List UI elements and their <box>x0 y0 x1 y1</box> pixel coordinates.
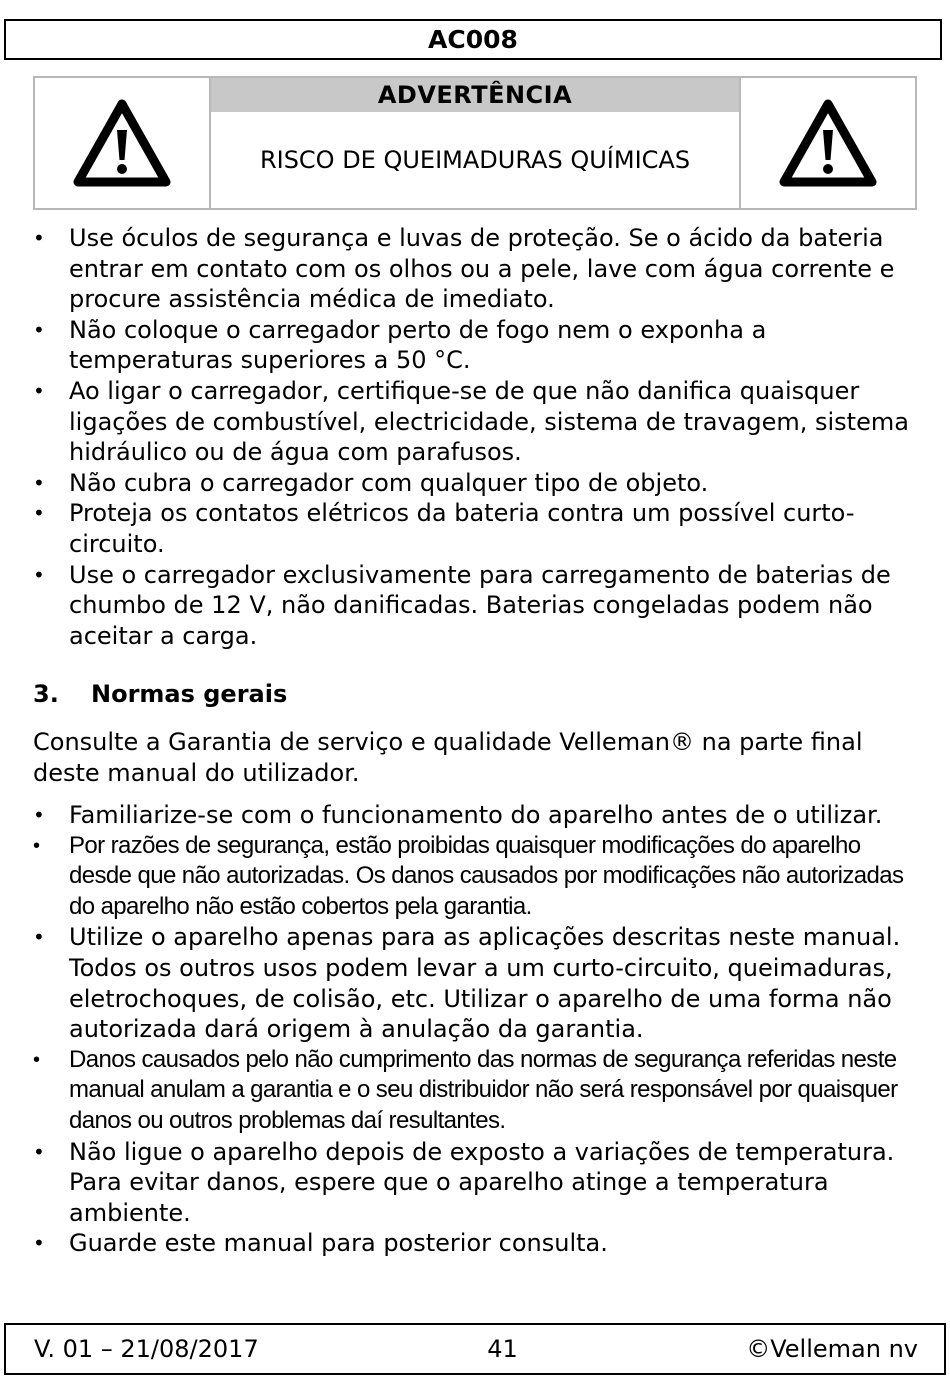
warning-center <box>211 78 739 208</box>
warning-box <box>33 76 917 210</box>
warning-icon-cell-right <box>739 78 915 208</box>
warning-title: ADVERTÊNCIA <box>211 78 739 112</box>
list-item: • Ao ligar o carregador, certifique-se de que não danifica quaisquer ligações de combustível, electricidade, sistema de travagem, sistema hidráulico ou de água com parafusos. <box>33 376 917 468</box>
warning-text: RISCO DE QUEIMADURAS QUÍMICAS <box>259 146 691 174</box>
list-item: • Familiarize-se com o funcionamento do aparelho antes de o utilizar. <box>33 800 917 831</box>
section-intro: Consulte a Garantia de serviço e qualidade Velleman® na parte final deste manual do utilizador. <box>33 728 863 787</box>
list-item: • Não cubra o carregador com qualquer tipo de objeto. <box>33 468 917 499</box>
section-title: Normas gerais <box>91 680 288 708</box>
warning-icon-cell-left <box>35 78 211 208</box>
section-heading <box>33 680 287 708</box>
footer-copyright: ©Velleman nv <box>746 1335 918 1363</box>
footer-page-number: 41 <box>487 1335 518 1363</box>
footer-version: V. 01 – 21/08/2017 <box>34 1335 259 1363</box>
section-number: 3. <box>33 680 59 708</box>
model-title: AC008 <box>428 25 518 54</box>
list-item: • Não coloque o carregador perto de fogo nem o exponha a temperaturas superiores a 50 °C. <box>33 315 917 376</box>
page-footer <box>4 1323 946 1375</box>
warning-triangle-icon <box>778 98 878 188</box>
list-item: • Proteja os contatos elétricos da bateria contra um possível curto-circuito. <box>33 498 917 559</box>
list-item: • Guarde este manual para posterior consulta. <box>33 1228 917 1259</box>
warning-triangle-icon <box>72 98 172 188</box>
list-item: • Use o carregador exclusivamente para carregamento de baterias de chumbo de 12 V, não danificadas. Baterias congeladas podem não aceitar a carga. <box>33 560 917 652</box>
list-item: • Utilize o aparelho apenas para as aplicações descritas neste manual. Todos os outros usos podem levar a um curto-circuito, queimaduras, eletrochoques, de colisão, etc. Utilizar o aparelho de uma forma não autorizada dará origem à anulação da garantia. <box>33 922 917 1044</box>
model-header <box>4 19 942 60</box>
list-item: • Danos causados pelo não cumprimento das normas de segurança referidas neste manual anulam a garantia e o seu distribuidor não será responsável por quaisquer danos ou outros problemas daí resultantes. <box>33 1045 917 1137</box>
general-list <box>33 800 917 1259</box>
list-item: • Use óculos de segurança e luvas de proteção. Se o ácido da bateria entrar em contato com os olhos ou a pele, lave com água corrente e procure assistência médica de imediato. <box>33 223 917 315</box>
safety-list <box>33 223 917 651</box>
list-item: • Não ligue o aparelho depois de exposto a variações de temperatura. Para evitar danos, espere que o aparelho atinge a temperatura ambiente. <box>33 1137 917 1229</box>
list-item: • Por razões de segurança, estão proibidas quaisquer modificações do aparelho desde que não autorizadas. Os danos causados por modificações não autorizadas do aparelho não estão cobertos pela garantia. <box>33 831 917 923</box>
